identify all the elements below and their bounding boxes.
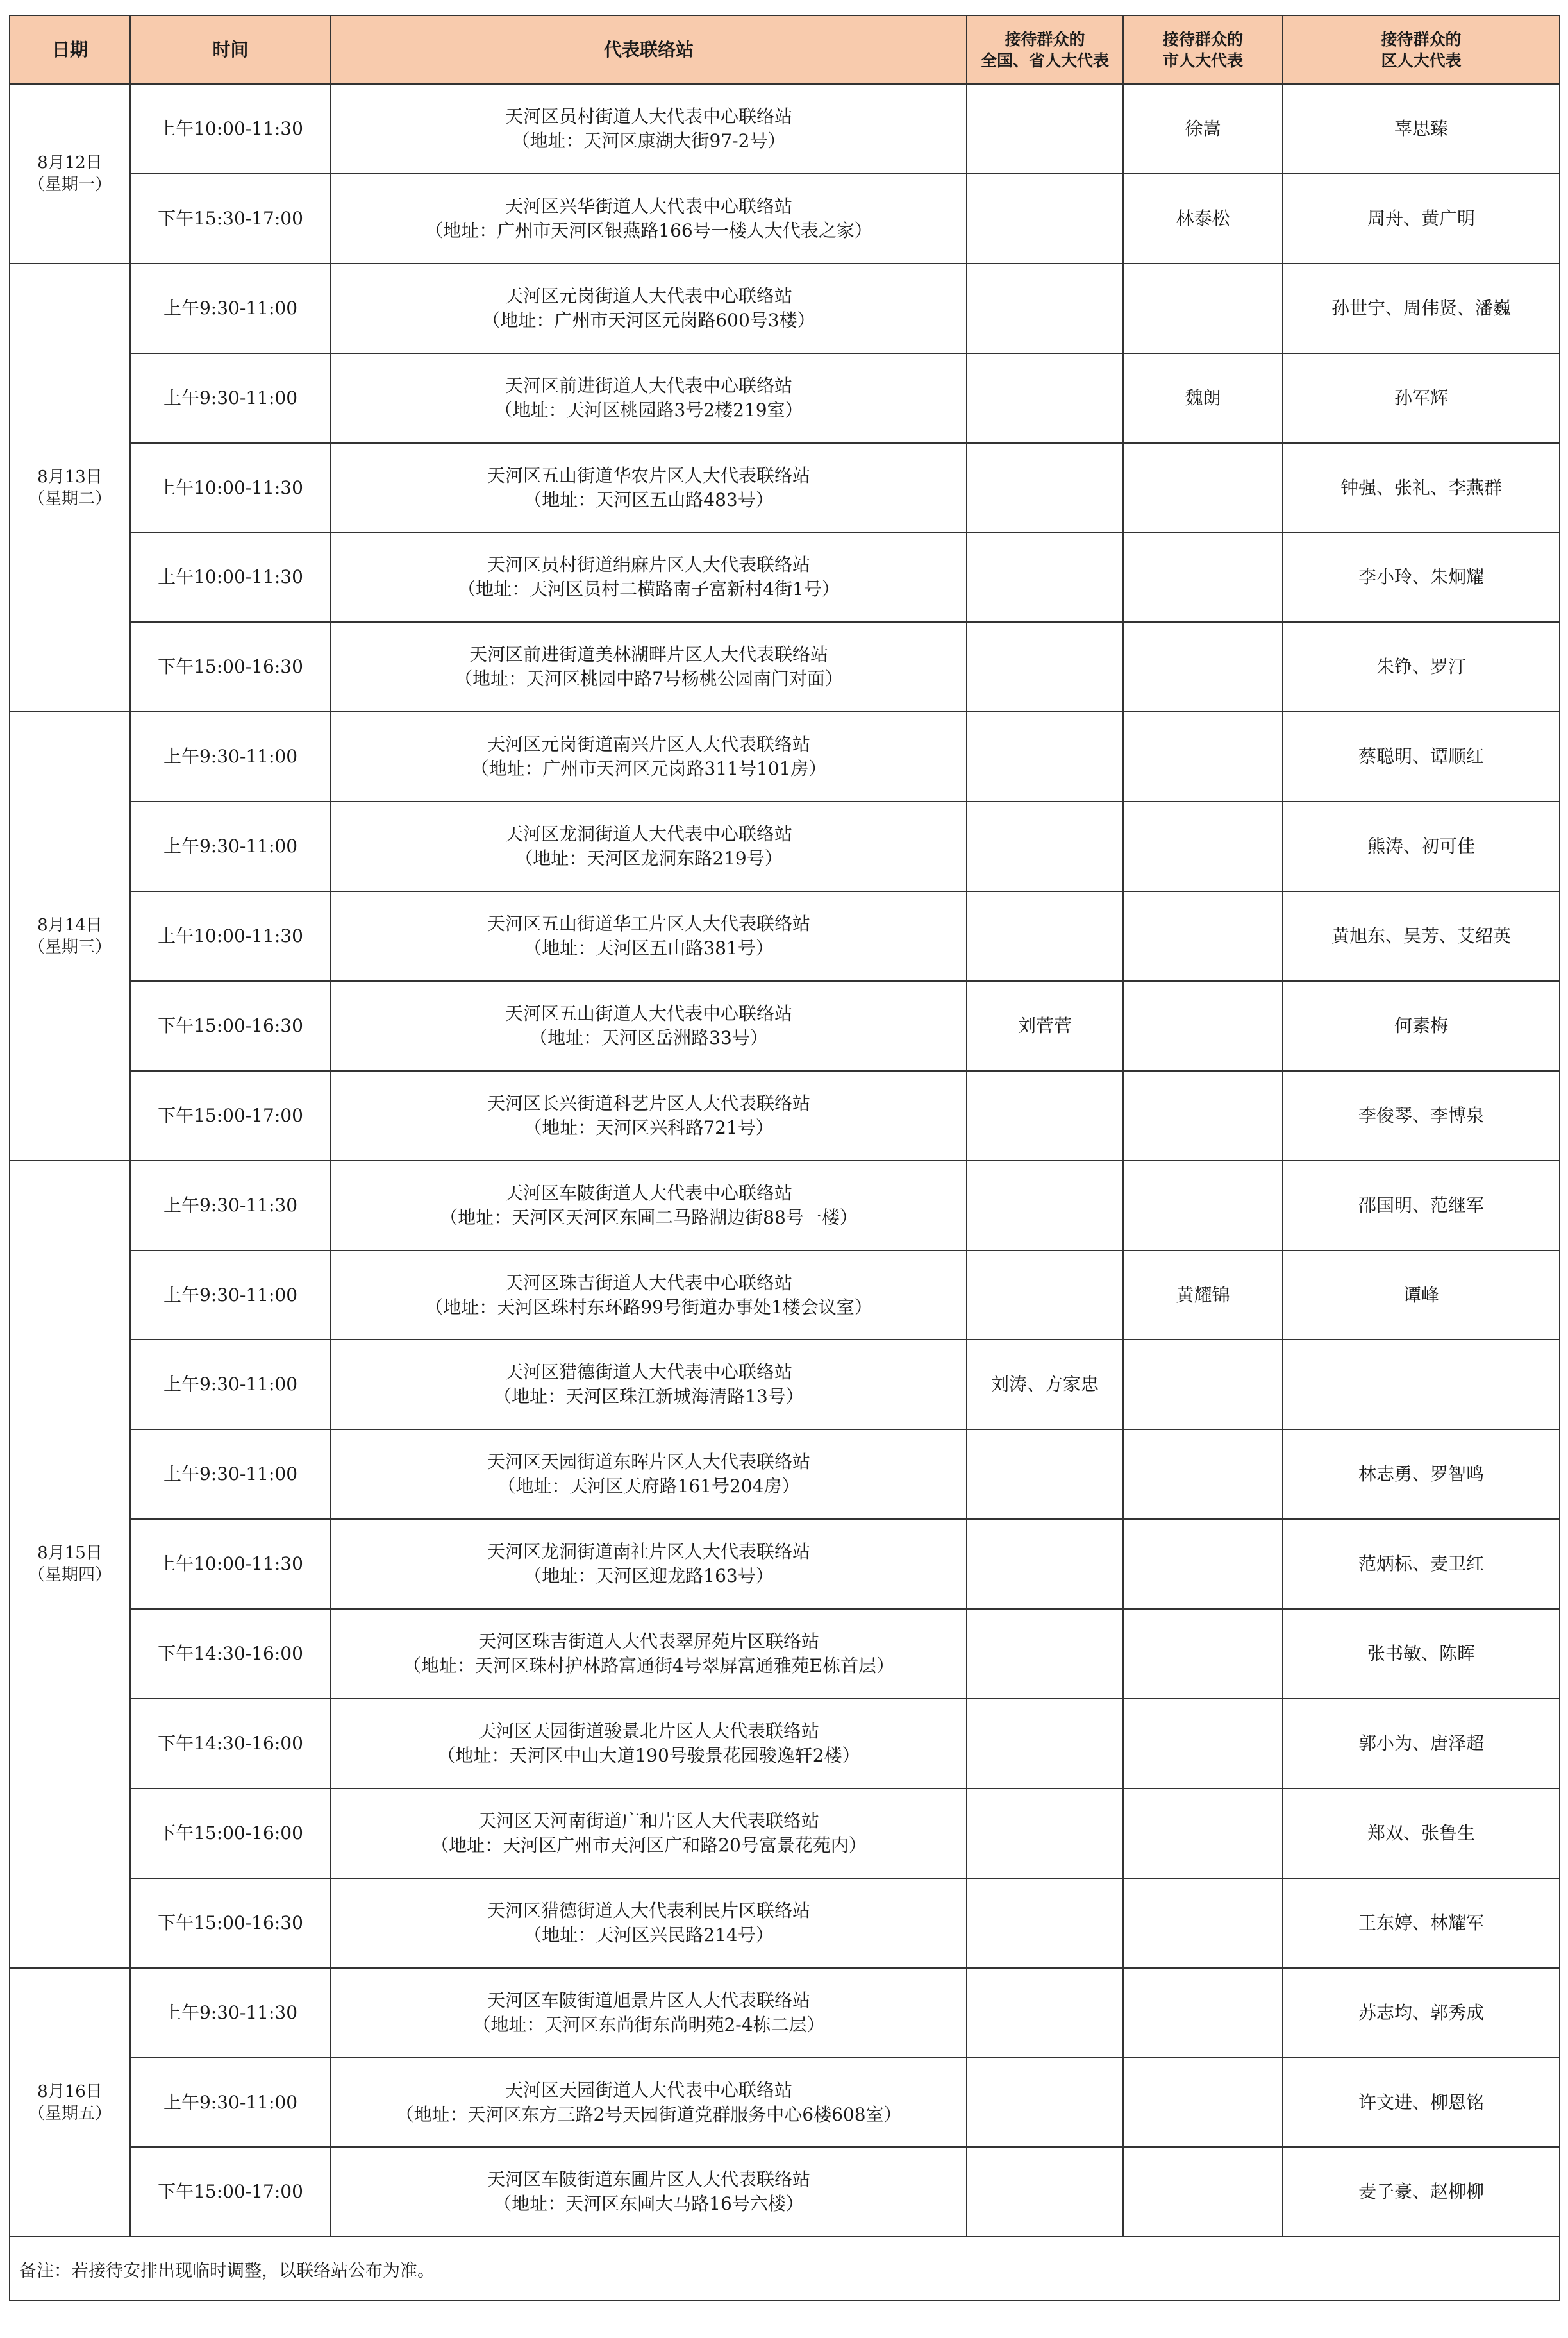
time-cell: 上午10:00-11:30 (130, 443, 331, 533)
station-address: （地址：天河区康湖大街97-2号） (512, 130, 786, 151)
station-name: 天河区天园街道东晖片区人大代表联络站 (487, 1451, 810, 1473)
station-cell (331, 1071, 967, 1161)
station-cell (331, 712, 967, 802)
time-cell: 下午15:00-17:00 (130, 1071, 331, 1161)
station-address: （地址：天河区龙洞东路219号） (515, 848, 783, 870)
header-row (10, 15, 1560, 84)
time-cell: 下午15:00-16:00 (130, 1788, 331, 1878)
national-deputies-cell (967, 443, 1123, 533)
district-deputies-cell: 王东婷、林耀军 (1283, 1878, 1560, 1968)
district-deputies-cell: 范炳标、麦卫红 (1283, 1519, 1560, 1609)
district-deputies-cell: 孙世宁、周伟贤、潘巍 (1283, 264, 1560, 353)
station-address: （地址：天河区东方三路2号天园街道党群服务中心6楼608室） (396, 2103, 902, 2125)
time-cell: 下午14:30-16:00 (130, 1609, 331, 1699)
station-cell (331, 1429, 967, 1519)
city-deputies-cell (1123, 1968, 1283, 2058)
station-address: （地址：天河区珠村护林路富通街4号翠屏富通雅苑E栋首层） (403, 1655, 895, 1677)
district-deputies-cell: 郑双、张鲁生 (1283, 1788, 1560, 1878)
district-deputies-cell: 许文进、柳恩铭 (1283, 2058, 1560, 2148)
header-district-line2: 区人大代表 (1381, 51, 1462, 70)
header-national-line2: 全国、省人大代表 (980, 51, 1109, 70)
date-cell (10, 264, 130, 712)
station-name: 天河区珠吉街道人大代表翠屏苑片区联络站 (478, 1631, 819, 1653)
station-cell (331, 891, 967, 981)
time-cell: 上午9:30-11:00 (130, 353, 331, 443)
station-address: （地址：天河区桃园中路7号杨桃公园南门对面） (455, 668, 843, 690)
station-address: （地址：天河区东尚街东尚明苑2-4栋二层） (472, 2014, 825, 2035)
station-address: （地址：广州市天河区元岗路311号101房） (471, 758, 827, 780)
time-cell: 下午14:30-16:00 (130, 1699, 331, 1788)
time-cell: 上午9:30-11:00 (130, 802, 331, 891)
district-deputies-cell: 何素梅 (1283, 981, 1560, 1071)
header-national-deputies (967, 15, 1123, 84)
time-cell: 上午10:00-11:30 (130, 1519, 331, 1609)
station-address: （地址：天河区五山路381号） (524, 937, 774, 959)
station-cell (331, 2058, 967, 2148)
note-row (10, 2237, 1560, 2301)
table-row (10, 443, 1560, 533)
table-row (10, 1340, 1560, 1429)
station-cell (331, 1250, 967, 1340)
national-deputies-cell (967, 2058, 1123, 2148)
national-deputies-cell (967, 353, 1123, 443)
city-deputies-cell (1123, 1429, 1283, 1519)
station-cell (331, 264, 967, 353)
table-row (10, 353, 1560, 443)
city-deputies-cell (1123, 712, 1283, 802)
district-deputies-cell: 麦子豪、赵柳柳 (1283, 2147, 1560, 2237)
national-deputies-cell: 刘菅菅 (967, 981, 1123, 1071)
header-district-deputies (1283, 15, 1560, 84)
district-deputies-cell: 李俊琴、李博泉 (1283, 1071, 1560, 1161)
header-station: 代表联络站 (331, 15, 967, 84)
city-deputies-cell (1123, 1699, 1283, 1788)
time-cell: 上午9:30-11:30 (130, 1968, 331, 2058)
table-row (10, 802, 1560, 891)
date-cell (10, 1968, 130, 2237)
station-address: （地址：广州市天河区银燕路166号一楼人大代表之家） (425, 219, 872, 241)
city-deputies-cell: 徐嵩 (1123, 84, 1283, 174)
city-deputies-cell (1123, 891, 1283, 981)
weekday-label: （星期五） (28, 2103, 112, 2123)
date-cell (10, 1161, 130, 1968)
city-deputies-cell (1123, 1788, 1283, 1878)
table-row (10, 1699, 1560, 1788)
table-row (10, 1788, 1560, 1878)
city-deputies-cell: 魏朗 (1123, 353, 1283, 443)
station-address: （地址：天河区兴民路214号） (524, 1924, 774, 1946)
time-cell: 上午9:30-11:30 (130, 1161, 331, 1250)
station-cell (331, 1340, 967, 1429)
city-deputies-cell (1123, 1878, 1283, 1968)
station-cell (331, 981, 967, 1071)
city-deputies-cell (1123, 2058, 1283, 2148)
time-cell: 下午15:00-16:30 (130, 981, 331, 1071)
station-cell (331, 353, 967, 443)
station-cell (331, 1968, 967, 2058)
station-address: （地址：天河区员村二横路南子富新村4街1号） (458, 578, 840, 600)
station-name: 天河区员村街道人大代表中心联络站 (505, 105, 792, 127)
table-row (10, 1609, 1560, 1699)
station-name: 天河区元岗街道南兴片区人大代表联络站 (487, 734, 810, 755)
station-address: （地址：天河区迎龙路163号） (524, 1565, 774, 1587)
station-cell (331, 532, 967, 622)
district-deputies-cell: 周舟、黄广明 (1283, 174, 1560, 264)
district-deputies-cell: 蔡聪明、谭顺红 (1283, 712, 1560, 802)
table-row (10, 174, 1560, 264)
table-row (10, 84, 1560, 174)
station-name: 天河区龙洞街道南社片区人大代表联络站 (487, 1541, 810, 1563)
district-deputies-cell: 邵国明、范继军 (1283, 1161, 1560, 1250)
station-name: 天河区前进街道美林湖畔片区人大代表联络站 (469, 644, 828, 666)
station-address: （地址：天河区广州市天河区广和路20号富景花苑内） (431, 1834, 867, 1856)
schedule-body (10, 84, 1560, 2237)
station-cell (331, 1161, 967, 1250)
weekday-label: （星期一） (28, 174, 112, 194)
time-cell: 下午15:30-17:00 (130, 174, 331, 264)
table-row (10, 1161, 1560, 1250)
station-cell (331, 1609, 967, 1699)
district-deputies-cell: 辜思臻 (1283, 84, 1560, 174)
city-deputies-cell (1123, 1071, 1283, 1161)
time-cell: 下午15:00-16:30 (130, 622, 331, 712)
table-row (10, 264, 1560, 353)
station-address: （地址：天河区珠村东环路99号街道办事处1楼会议室） (425, 1296, 872, 1318)
time-cell: 下午15:00-16:30 (130, 1878, 331, 1968)
station-cell (331, 84, 967, 174)
national-deputies-cell (967, 1071, 1123, 1161)
table-row (10, 2147, 1560, 2237)
district-deputies-cell: 苏志均、郭秀成 (1283, 1968, 1560, 2058)
station-name: 天河区兴华街道人大代表中心联络站 (505, 195, 792, 217)
station-address: （地址：天河区岳洲路33号） (530, 1027, 768, 1048)
station-name: 天河区天河南街道广和片区人大代表联络站 (478, 1810, 819, 1831)
header-city-line2: 市人大代表 (1162, 51, 1243, 70)
national-deputies-cell (967, 174, 1123, 264)
station-name: 天河区五山街道华农片区人大代表联络站 (487, 464, 810, 486)
national-deputies-cell (967, 84, 1123, 174)
station-name: 天河区车陂街道旭景片区人大代表联络站 (487, 1989, 810, 2011)
national-deputies-cell: 刘涛、方家忠 (967, 1340, 1123, 1429)
station-address: （地址：天河区珠江新城海清路13号） (494, 1386, 804, 1408)
time-cell: 上午10:00-11:30 (130, 84, 331, 174)
station-name: 天河区前进街道人大代表中心联络站 (505, 374, 792, 396)
station-name: 天河区员村街道绢麻片区人大代表联络站 (487, 554, 810, 576)
date-label: 8月13日 (37, 467, 103, 487)
district-deputies-cell: 朱铮、罗汀 (1283, 622, 1560, 712)
header-city-deputies (1123, 15, 1283, 84)
time-cell: 上午9:30-11:00 (130, 2058, 331, 2148)
station-cell (331, 622, 967, 712)
city-deputies-cell (1123, 2147, 1283, 2237)
station-name: 天河区猎德街道人大代表利民片区联络站 (487, 1899, 810, 1921)
city-deputies-cell: 黄耀锦 (1123, 1250, 1283, 1340)
city-deputies-cell (1123, 622, 1283, 712)
table-row (10, 1429, 1560, 1519)
header-city-line1: 接待群众的 (1162, 29, 1243, 49)
station-name: 天河区猎德街道人大代表中心联络站 (505, 1361, 792, 1383)
station-cell (331, 443, 967, 533)
national-deputies-cell (967, 1609, 1123, 1699)
station-name: 天河区天园街道人大代表中心联络站 (505, 2079, 792, 2101)
city-deputies-cell (1123, 1161, 1283, 1250)
date-label: 8月12日 (37, 153, 103, 172)
city-deputies-cell: 林泰松 (1123, 174, 1283, 264)
table-row (10, 622, 1560, 712)
station-address: （地址：天河区东圃大马路16号六楼） (494, 2193, 804, 2215)
weekday-label: （星期四） (28, 1565, 112, 1585)
station-name: 天河区珠吉街道人大代表中心联络站 (505, 1272, 792, 1293)
district-deputies-cell: 熊涛、初可佳 (1283, 802, 1560, 891)
city-deputies-cell (1123, 802, 1283, 891)
header-district-line1: 接待群众的 (1381, 29, 1462, 49)
district-deputies-cell: 钟强、张礼、李燕群 (1283, 443, 1560, 533)
station-cell (331, 2147, 967, 2237)
table-row (10, 1071, 1560, 1161)
national-deputies-cell (967, 1968, 1123, 2058)
date-cell (10, 84, 130, 264)
note-text: 备注：若接待安排出现临时调整，以联络站公布为准。 (10, 2237, 1560, 2301)
header-national-line1: 接待群众的 (1005, 29, 1085, 49)
time-cell: 下午15:00-17:00 (130, 2147, 331, 2237)
time-cell: 上午10:00-11:30 (130, 532, 331, 622)
time-cell: 上午9:30-11:00 (130, 1250, 331, 1340)
national-deputies-cell (967, 1788, 1123, 1878)
city-deputies-cell (1123, 1340, 1283, 1429)
station-name: 天河区龙洞街道人大代表中心联络站 (505, 823, 792, 845)
station-address: （地址：广州市天河区元岗路600号3楼） (482, 309, 815, 331)
district-deputies-cell: 张书敏、陈晖 (1283, 1609, 1560, 1699)
header-time: 时间 (130, 15, 331, 84)
station-cell (331, 1519, 967, 1609)
station-name: 天河区长兴街道科艺片区人大代表联络站 (487, 1092, 810, 1114)
national-deputies-cell (967, 1878, 1123, 1968)
city-deputies-cell (1123, 981, 1283, 1071)
station-cell (331, 1878, 967, 1968)
district-deputies-cell: 林志勇、罗智鸣 (1283, 1429, 1560, 1519)
national-deputies-cell (967, 532, 1123, 622)
national-deputies-cell (967, 1519, 1123, 1609)
station-address: （地址：天河区天府路161号204房） (497, 1476, 800, 1497)
time-cell: 上午9:30-11:00 (130, 1340, 331, 1429)
national-deputies-cell (967, 891, 1123, 981)
table-row (10, 532, 1560, 622)
station-name: 天河区天园街道骏景北片区人大代表联络站 (478, 1720, 819, 1742)
time-cell: 上午9:30-11:00 (130, 712, 331, 802)
district-deputies-cell: 郭小为、唐泽超 (1283, 1699, 1560, 1788)
district-deputies-cell: 谭峰 (1283, 1250, 1560, 1340)
time-cell: 上午10:00-11:30 (130, 891, 331, 981)
national-deputies-cell (967, 1699, 1123, 1788)
time-cell: 上午9:30-11:00 (130, 264, 331, 353)
station-address: （地址：天河区天河区东圃二马路湖边街88号一楼） (440, 1206, 858, 1228)
district-deputies-cell: 黄旭东、吴芳、艾绍英 (1283, 891, 1560, 981)
city-deputies-cell (1123, 532, 1283, 622)
table-row (10, 1519, 1560, 1609)
district-deputies-cell (1283, 1340, 1560, 1429)
date-cell (10, 712, 130, 1160)
national-deputies-cell (967, 2147, 1123, 2237)
schedule-document (9, 15, 1559, 2301)
station-name: 天河区五山街道华工片区人大代表联络站 (487, 912, 810, 934)
city-deputies-cell (1123, 1519, 1283, 1609)
table-row (10, 1968, 1560, 2058)
station-cell (331, 802, 967, 891)
date-label: 8月15日 (37, 1543, 103, 1563)
national-deputies-cell (967, 1429, 1123, 1519)
station-name: 天河区五山街道人大代表中心联络站 (505, 1002, 792, 1024)
date-label: 8月16日 (37, 2081, 103, 2101)
table-row (10, 981, 1560, 1071)
national-deputies-cell (967, 712, 1123, 802)
station-cell (331, 174, 967, 264)
national-deputies-cell (967, 1250, 1123, 1340)
station-name: 天河区车陂街道东圃片区人大代表联络站 (487, 2169, 810, 2191)
header-date: 日期 (10, 15, 130, 84)
station-address: （地址：天河区桃园路3号2楼219室） (494, 399, 803, 421)
station-name: 天河区元岗街道人大代表中心联络站 (505, 285, 792, 307)
city-deputies-cell (1123, 264, 1283, 353)
national-deputies-cell (967, 264, 1123, 353)
station-address: （地址：天河区中山大道190号骏景花园骏逸轩2楼） (437, 1744, 860, 1766)
station-address: （地址：天河区五山路483号） (524, 489, 774, 510)
district-deputies-cell: 孙军辉 (1283, 353, 1560, 443)
national-deputies-cell (967, 802, 1123, 891)
district-deputies-cell: 李小玲、朱炯耀 (1283, 532, 1560, 622)
city-deputies-cell (1123, 443, 1283, 533)
station-cell (331, 1699, 967, 1788)
table-row (10, 1878, 1560, 1968)
city-deputies-cell (1123, 1609, 1283, 1699)
national-deputies-cell (967, 622, 1123, 712)
table-row (10, 2058, 1560, 2148)
station-address: （地址：天河区兴科路721号） (524, 1116, 774, 1138)
table-row (10, 891, 1560, 981)
table-row (10, 712, 1560, 802)
station-cell (331, 1788, 967, 1878)
station-name: 天河区车陂街道人大代表中心联络站 (505, 1182, 792, 1204)
national-deputies-cell (967, 1161, 1123, 1250)
weekday-label: （星期三） (28, 937, 112, 957)
table-row (10, 1250, 1560, 1340)
time-cell: 上午9:30-11:00 (130, 1429, 331, 1519)
reception-schedule-table (9, 15, 1560, 2301)
date-label: 8月14日 (37, 915, 103, 935)
weekday-label: （星期二） (28, 489, 112, 509)
